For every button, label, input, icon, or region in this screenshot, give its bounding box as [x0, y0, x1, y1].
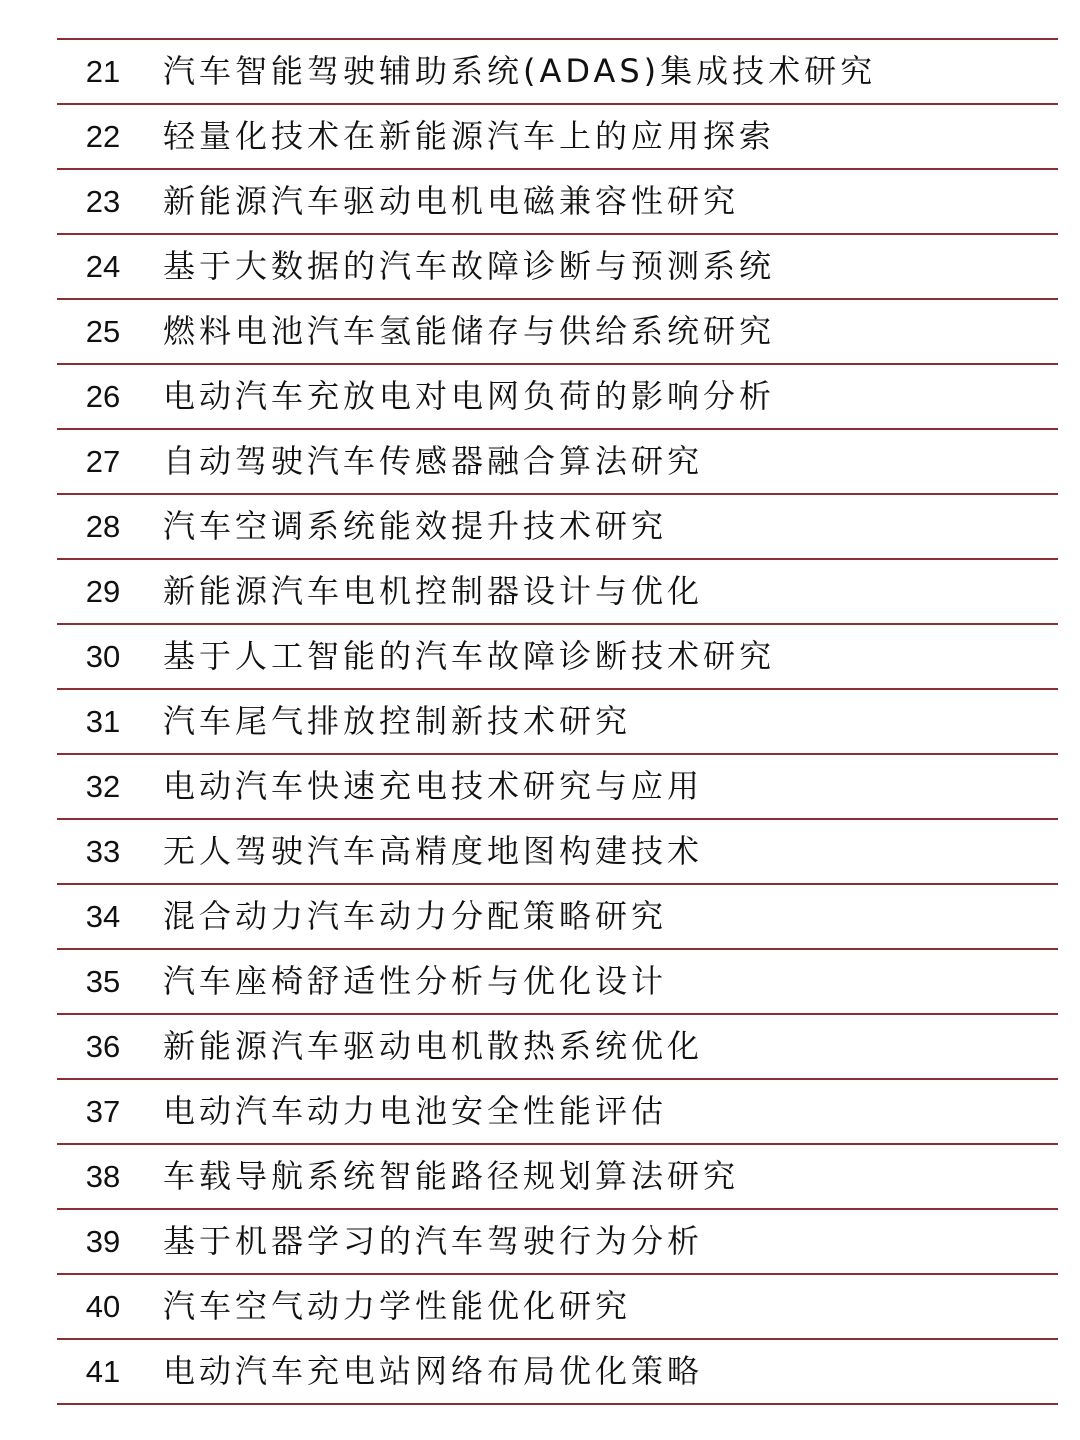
table-row: [57, 1208, 1058, 1273]
row-number: 41: [85, 1354, 121, 1389]
row-number: 36: [85, 1029, 121, 1064]
table-row: [57, 168, 1058, 233]
row-number: 27: [85, 444, 121, 479]
row-number: 39: [85, 1224, 121, 1259]
table-row: [57, 1273, 1058, 1338]
row-title: 新能源汽车驱动电机电磁兼容性研究: [163, 182, 740, 220]
table-row: [57, 103, 1058, 168]
table-row: [57, 948, 1058, 1013]
row-number: 33: [85, 834, 121, 869]
table-row: [57, 818, 1058, 883]
row-title: 轻量化技术在新能源汽车上的应用探索: [163, 117, 776, 155]
table-row: [57, 883, 1058, 948]
row-title: 电动汽车充放电对电网负荷的影响分析: [163, 377, 776, 415]
table-row: [57, 298, 1058, 363]
row-title: 自动驾驶汽车传感器融合算法研究: [163, 442, 704, 480]
row-title: 基于机器学习的汽车驾驶行为分析: [163, 1222, 704, 1260]
row-number: 32: [85, 769, 121, 804]
row-title: 汽车智能驾驶辅助系统(ADAS)集成技术研究: [163, 52, 877, 90]
table-row: [57, 363, 1058, 428]
table-row: [57, 1078, 1058, 1143]
row-title: 电动汽车快速充电技术研究与应用: [163, 767, 704, 805]
row-title: 车载导航系统智能路径规划算法研究: [163, 1157, 740, 1195]
row-title: 新能源汽车驱动电机散热系统优化: [163, 1027, 704, 1065]
row-title: 基于人工智能的汽车故障诊断技术研究: [163, 637, 776, 675]
row-title: 燃料电池汽车氢能储存与供给系统研究: [163, 312, 776, 350]
row-title: 无人驾驶汽车高精度地图构建技术: [163, 832, 704, 870]
row-number: 38: [85, 1159, 121, 1194]
table-row: [57, 38, 1058, 103]
table-row: [57, 1013, 1058, 1078]
table-row: [57, 428, 1058, 493]
row-number: 40: [85, 1289, 121, 1324]
row-title: 混合动力汽车动力分配策略研究: [163, 897, 668, 935]
row-number: 34: [85, 899, 121, 934]
table-row: [57, 753, 1058, 818]
table-row: [57, 688, 1058, 753]
row-number: 23: [85, 184, 121, 219]
topic-table: [57, 38, 1058, 1405]
row-number: 31: [85, 704, 121, 739]
row-number: 24: [85, 249, 121, 284]
row-title: 汽车空气动力学性能优化研究: [163, 1287, 632, 1325]
row-title: 汽车空调系统能效提升技术研究: [163, 507, 668, 545]
row-number: 28: [85, 509, 121, 544]
row-number: 25: [85, 314, 121, 349]
table-row: [57, 233, 1058, 298]
row-title: 汽车尾气排放控制新技术研究: [163, 702, 632, 740]
table-row: [57, 493, 1058, 558]
row-number: 26: [85, 379, 121, 414]
table-row: [57, 623, 1058, 688]
row-number: 35: [85, 964, 121, 999]
row-number: 30: [85, 639, 121, 674]
table-row: [57, 558, 1058, 623]
row-title: 新能源汽车电机控制器设计与优化: [163, 572, 704, 610]
row-title: 电动汽车充电站网络布局优化策略: [163, 1352, 704, 1390]
row-title: 汽车座椅舒适性分析与优化设计: [163, 962, 668, 1000]
row-number: 21: [85, 54, 121, 89]
row-number: 29: [85, 574, 121, 609]
row-title: 基于大数据的汽车故障诊断与预测系统: [163, 247, 776, 285]
row-number: 22: [85, 119, 121, 154]
row-title: 电动汽车动力电池安全性能评估: [163, 1092, 668, 1130]
table-row: [57, 1143, 1058, 1208]
row-number: 37: [85, 1094, 121, 1129]
table-row: [57, 1338, 1058, 1405]
